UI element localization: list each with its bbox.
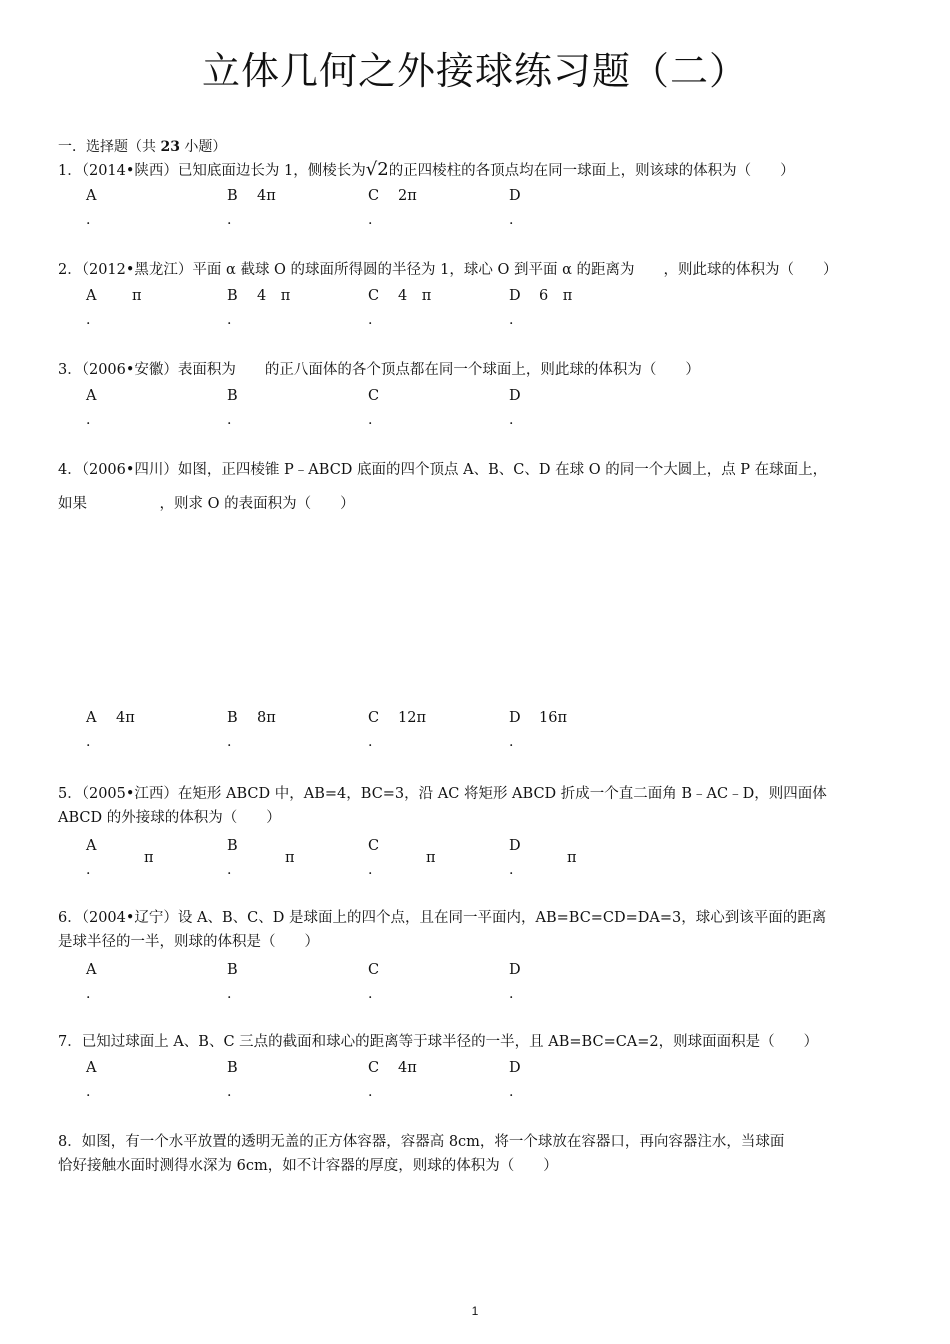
option-a[interactable]: A .	[86, 962, 97, 1002]
option-c[interactable]: C 4 π .	[368, 288, 432, 328]
section-heading: 一．选择题（共 23 小题）	[58, 139, 227, 155]
options-row	[58, 1056, 898, 1106]
option-d[interactable]: D .	[509, 1060, 521, 1100]
page-number: 1	[471, 1304, 479, 1318]
option-d[interactable]: D 16π .	[509, 710, 567, 750]
question-1: 1．（2014•陕西）已知底面边长为 1，侧棱长为√2的正四棱柱的各顶点均在同一球面上，则该球的体积为（ ） A . B 4π . C 2π . D .	[58, 158, 898, 183]
option-c[interactable]: C π .	[368, 838, 436, 878]
option-d[interactable]: D .	[509, 188, 521, 228]
option-b[interactable]: B 4 π .	[227, 288, 291, 328]
option-b[interactable]: B π .	[227, 838, 295, 878]
option-b[interactable]: B 4π .	[227, 188, 276, 228]
option-c[interactable]: C 4π .	[368, 1060, 417, 1100]
option-c[interactable]: C 12π .	[368, 710, 426, 750]
option-b[interactable]: B 8π .	[227, 710, 276, 750]
option-d[interactable]: D .	[509, 962, 521, 1002]
question-3: 3．（2006•安徽）表面积为 的正八面体的各个顶点都在同一个球面上，则此球的体积为（ ） A . B . C . D .	[58, 358, 898, 382]
question-4: 4．（2006•四川）如图，正四棱锥 P﹣ABCD 底面的四个顶点 A、B、C、D 在球 O 的同一个大圆上，点 P 在球面上， 如果 ，则求 O 的表面积为（ ） A 4π . B 8π . C 12π . D 16π .	[58, 458, 898, 516]
option-a[interactable]: A .	[86, 388, 97, 428]
question-5: 5．（2005•江西）在矩形 ABCD 中，AB=4，BC=3，沿 AC 将矩形 ABCD 折成一个直二面角 B﹣AC﹣D，则四面体 ABCD 的外接球的体积为（ ） A π . B π . C π . D π .	[58, 782, 898, 830]
option-a[interactable]: A .	[86, 188, 97, 228]
option-a[interactable]: A π .	[86, 288, 142, 328]
options-row	[58, 184, 898, 234]
option-b[interactable]: B .	[227, 388, 238, 428]
options-row	[58, 706, 898, 756]
question-7: 7．已知过球面上 A、B、C 三点的截面和球心的距离等于球半径的一半，且 AB=BC=CA=2，则球面面积是（ ） A . B . C 4π . D .	[58, 1030, 898, 1054]
question-2: 2．（2012•黑龙江）平面 α 截球 O 的球面所得圆的半径为 1，球心 O 到平面 α 的距离为 ，则此球的体积为（ ） A π . B 4 π . C 4 π . D 6 π .	[58, 258, 898, 282]
options-row	[58, 384, 898, 434]
option-c[interactable]: C .	[368, 962, 380, 1002]
options-row	[58, 284, 898, 334]
option-a[interactable]: A π .	[86, 838, 154, 878]
option-d[interactable]: D 6 π .	[509, 288, 573, 328]
option-b[interactable]: B .	[227, 1060, 238, 1100]
options-row	[58, 958, 898, 1008]
option-c[interactable]: C .	[368, 388, 380, 428]
option-a[interactable]: A 4π .	[86, 710, 135, 750]
option-c[interactable]: C 2π .	[368, 188, 417, 228]
options-row	[58, 834, 898, 884]
option-b[interactable]: B .	[227, 962, 238, 1002]
option-d[interactable]: D .	[509, 388, 521, 428]
option-a[interactable]: A .	[86, 1060, 97, 1100]
sqrt-expression: √2	[365, 159, 389, 180]
question-8: 8．如图，有一个水平放置的透明无盖的正方体容器，容器高 8cm，将一个球放在容器口，再向容器注水，当球面 恰好接触水面时测得水深为 6cm，如不计容器的厚度，则球的体积为（ ）	[58, 1134, 785, 1174]
question-6: 6．（2004•辽宁）设 A、B、C、D 是球面上的四个点，且在同一平面内，AB=BC=CD=DA=3，球心到该平面的距离 是球半径的一半，则球的体积是（ ） A . B . C . D .	[58, 906, 898, 954]
option-d[interactable]: D π .	[509, 838, 577, 878]
page-title: 立体几何之外接球练习题（二）	[201, 49, 748, 93]
